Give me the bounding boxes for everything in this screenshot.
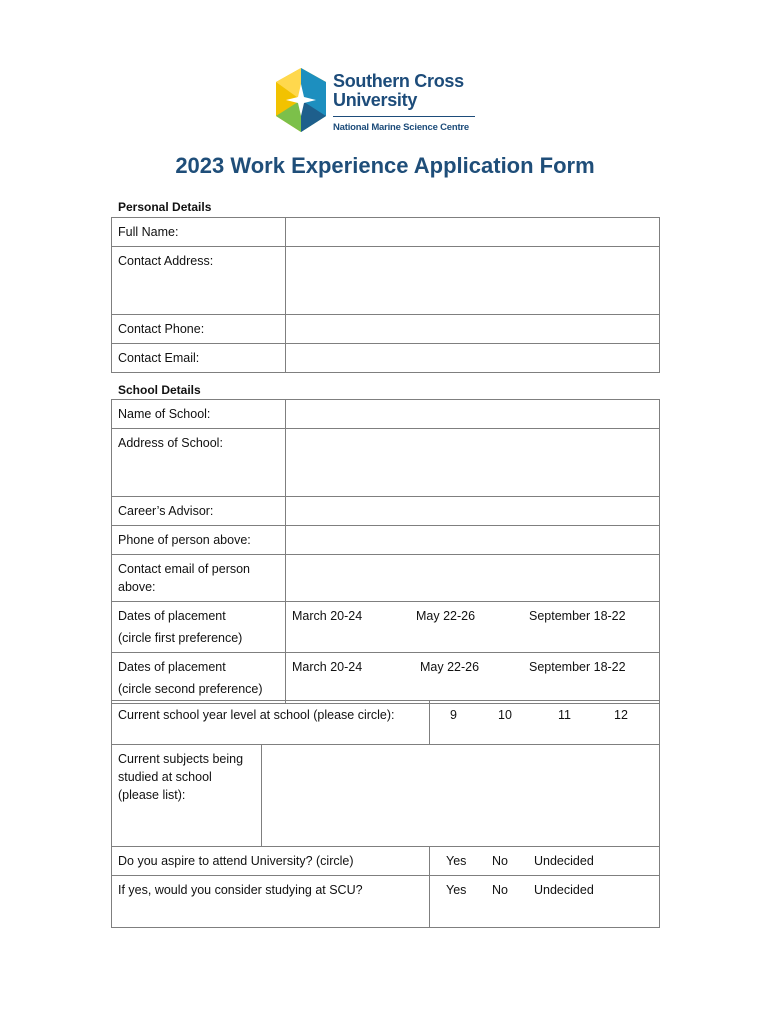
full-name-label: Full Name: [112, 218, 286, 247]
subjects-label-line-2: studied at school [118, 770, 212, 784]
table-row [112, 344, 660, 373]
table-row [112, 400, 660, 429]
subjects-field[interactable] [262, 745, 660, 847]
dates-first-label-line-1: Dates of placement [118, 609, 226, 623]
university-table [111, 846, 660, 928]
year-option-11[interactable]: 11 [558, 708, 571, 722]
year-option-9[interactable]: 9 [450, 708, 457, 722]
page-title: 2023 Work Experience Application Form [175, 153, 595, 178]
subjects-label [112, 745, 262, 847]
school-address-label: Address of School: [112, 429, 286, 497]
logo-line-3: National Marine Science Centre [333, 122, 470, 133]
table-row [112, 555, 660, 602]
subjects-label-line-3: (please list): [118, 788, 186, 802]
email-person-label [112, 555, 286, 602]
consider-no-option[interactable]: No [492, 883, 508, 897]
table-row [112, 315, 660, 344]
consider-scu-options [430, 876, 660, 928]
date-option-september-first[interactable]: September 18-22 [529, 609, 626, 623]
personal-details-table [111, 217, 660, 373]
year-level-label: Current school year level at school (please circle): [112, 701, 430, 745]
aspire-yes-option[interactable]: Yes [446, 854, 467, 868]
school-name-label: Name of School: [112, 400, 286, 429]
school-name-field[interactable] [286, 400, 660, 429]
email-person-label-line-1: Contact email of person [118, 562, 251, 576]
consider-yes-option[interactable]: Yes [446, 883, 467, 897]
contact-phone-field[interactable] [286, 315, 660, 344]
table-row [112, 429, 660, 497]
table-row [112, 602, 660, 653]
dates-first-label [112, 602, 286, 653]
consider-scu-label: If yes, would you consider studying at SCU? [112, 876, 430, 928]
date-option-march-first[interactable]: March 20-24 [292, 609, 363, 623]
dates-first-options [286, 602, 660, 653]
table-row [112, 497, 660, 526]
dates-second-label-line-2: (circle second preference) [118, 682, 263, 696]
careers-advisor-label: Career’s Advisor: [112, 497, 286, 526]
table-row [112, 745, 660, 847]
contact-email-label: Contact Email: [112, 344, 286, 373]
contact-address-label: Contact Address: [112, 247, 286, 315]
school-address-field[interactable] [286, 429, 660, 497]
contact-address-field[interactable] [286, 247, 660, 315]
contact-email-field[interactable] [286, 344, 660, 373]
year-level-options [430, 701, 660, 745]
table-row [112, 247, 660, 315]
aspire-uni-label: Do you aspire to attend University? (circle) [112, 847, 430, 876]
date-option-may-second[interactable]: May 22-26 [420, 660, 480, 674]
table-row [112, 847, 660, 876]
aspire-undecided-option[interactable]: Undecided [534, 854, 594, 868]
dates-second-label-line-1: Dates of placement [118, 660, 226, 674]
phone-person-field[interactable] [286, 526, 660, 555]
aspire-uni-options [430, 847, 660, 876]
logo-rule [333, 116, 475, 117]
table-row [112, 653, 660, 704]
school-details-heading: School Details [118, 383, 201, 397]
subjects-table [111, 744, 660, 847]
subjects-label-line-1: Current subjects being [118, 752, 244, 766]
year-level-table [111, 700, 660, 745]
school-details-table [111, 399, 660, 704]
email-person-label-line-2: above: [118, 580, 156, 594]
year-option-10[interactable]: 10 [498, 708, 512, 722]
table-row [112, 218, 660, 247]
date-option-march-second[interactable]: March 20-24 [292, 660, 363, 674]
dates-second-label [112, 653, 286, 704]
aspire-no-option[interactable]: No [492, 854, 508, 868]
year-option-12[interactable]: 12 [614, 708, 628, 722]
personal-details-heading: Personal Details [118, 200, 212, 214]
phone-person-label: Phone of person above: [112, 526, 286, 555]
scu-shield-icon [274, 66, 328, 134]
date-option-may-first[interactable]: May 22-26 [416, 609, 476, 623]
table-row [112, 876, 660, 928]
logo-line-1: Southern Cross [333, 71, 464, 91]
table-row [112, 701, 660, 745]
scu-logo [274, 66, 484, 136]
email-person-field[interactable] [286, 555, 660, 602]
contact-phone-label: Contact Phone: [112, 315, 286, 344]
dates-second-options [286, 653, 660, 704]
careers-advisor-field[interactable] [286, 497, 660, 526]
logo-line-2: University [333, 90, 418, 110]
full-name-field[interactable] [286, 218, 660, 247]
table-row [112, 526, 660, 555]
consider-undecided-option[interactable]: Undecided [534, 883, 594, 897]
dates-first-label-line-2: (circle first preference) [118, 631, 243, 645]
date-option-september-second[interactable]: September 18-22 [529, 660, 626, 674]
